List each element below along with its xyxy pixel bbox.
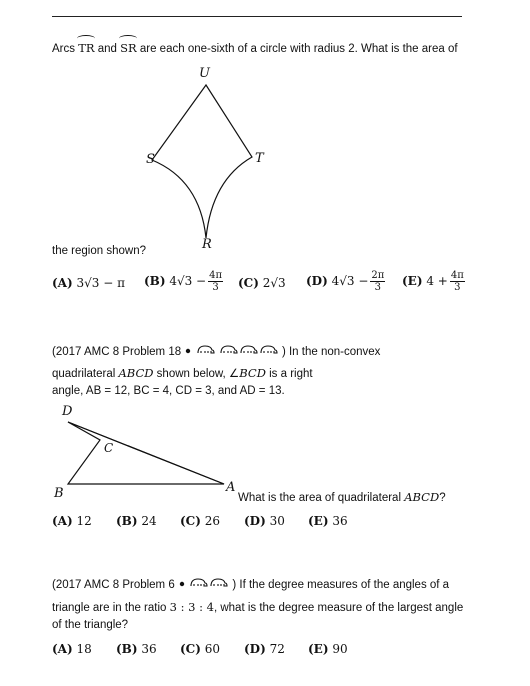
choice-1E[interactable]: (E) 4 + $\frac{4\pi}{3}$	[402, 270, 464, 293]
label-S: S	[146, 152, 155, 167]
problem3-line3: of the triangle?	[52, 619, 129, 631]
arc-tr-label: TR	[78, 41, 95, 55]
label-A: A	[226, 480, 236, 495]
problem3-choices	[52, 642, 372, 660]
choice-3D[interactable]: (D) 72	[244, 642, 285, 656]
label-T: T	[255, 151, 264, 166]
problem3-line2: triangle are in the ratio 3 : 3 : 4, what is the degree measure of the largest angle	[52, 600, 464, 614]
problem2-choices	[52, 514, 372, 532]
choice-1C[interactable]: (C) 2√3	[238, 276, 286, 290]
label-R: R	[202, 237, 212, 252]
choice-3C[interactable]: (C) 60	[180, 642, 221, 656]
choice-3A[interactable]: (A) 18	[52, 642, 92, 656]
choice-3B[interactable]: (B) 36	[116, 642, 157, 656]
arc-sr-label: SR	[120, 41, 137, 55]
problem1-statement: Arcs TR and SR are each one-sixth of a circle with radius 2. What is the area of	[52, 41, 458, 56]
choice-2A[interactable]: (A) 12	[52, 514, 92, 528]
elephant-icon	[189, 577, 209, 593]
choice-1A[interactable]: (A) 3√3 − π	[52, 276, 125, 290]
choice-2D[interactable]: (D) 30	[244, 514, 285, 528]
choice-1B[interactable]: (B) 4√3 − $\frac{4\pi}{3}$	[144, 270, 223, 293]
label-D: D	[62, 404, 73, 419]
choice-3E[interactable]: (E) 90	[308, 642, 348, 656]
problem1-question-end: the region shown?	[52, 245, 146, 257]
problem3-line1: (2017 AMC 8 Problem 6 ) If the degree measures of the angles of a	[52, 577, 449, 593]
choice-2B[interactable]: (B) 24	[116, 514, 157, 528]
label-U: U	[199, 66, 210, 81]
choice-1D[interactable]: (D) 4√3 − $\frac{2\pi}{3}$	[306, 270, 385, 293]
problem2-line1: (2017 AMC 8 Problem 18 ) In the non-convex	[52, 344, 380, 360]
problem2-line3: angle, AB = 12, BC = 4, CD = 3, and AD = 13.	[52, 385, 285, 397]
problem2-question: What is the area of quadrilateral ABCD?	[238, 490, 446, 504]
problem2-line2: quadrilateral ABCD shown below, ∠BCD is a right	[52, 366, 313, 380]
choice-2E[interactable]: (E) 36	[308, 514, 348, 528]
elephant-icon	[209, 577, 229, 593]
choice-2C[interactable]: (C) 26	[180, 514, 221, 528]
label-B: B	[54, 486, 64, 501]
label-C: C	[104, 441, 114, 455]
bullet-icon	[178, 578, 186, 592]
